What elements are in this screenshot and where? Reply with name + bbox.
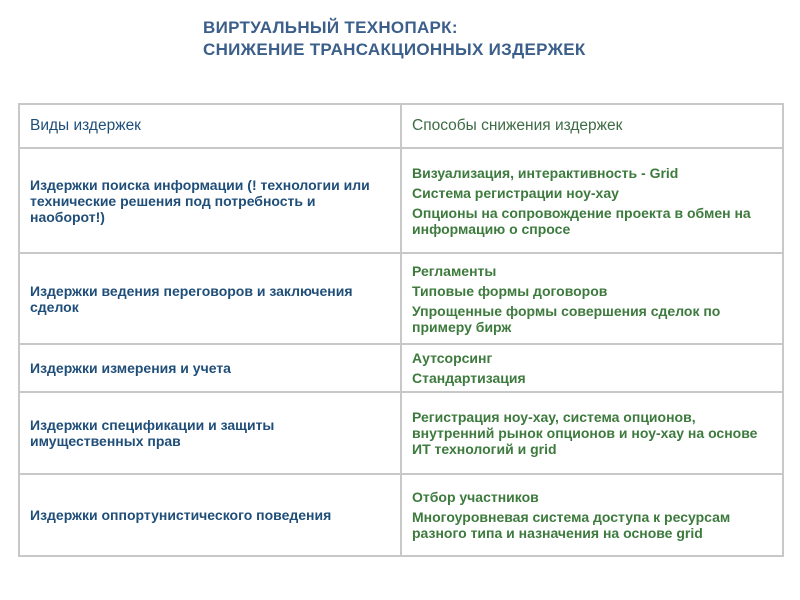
table-row bbox=[19, 253, 783, 344]
methods-cell bbox=[401, 474, 783, 556]
method-item: Упрощенные формы совершения сделок по примеру бирж bbox=[412, 302, 721, 335]
methods-cell bbox=[401, 392, 783, 474]
table-header-row bbox=[19, 104, 783, 148]
table-row bbox=[19, 392, 783, 474]
methods-cell bbox=[401, 253, 783, 344]
method-item: Визуализация, интерактивность - Grid bbox=[412, 164, 679, 181]
header-reduction-methods: Способы снижения издержек bbox=[401, 104, 783, 148]
cost-type-text: Издержки оппортунистического поведения bbox=[30, 507, 332, 523]
title-line-1: ВИРТУАЛЬНЫЙ ТЕХНОПАРК: bbox=[203, 18, 458, 37]
title-line-2: СНИЖЕНИЕ ТРАНСАКЦИОННЫХ ИЗДЕРЖЕК bbox=[203, 40, 586, 59]
table-row bbox=[19, 474, 783, 556]
method-item: Система регистрации ноу-хау bbox=[412, 184, 619, 201]
method-item: Регистрация ноу-хау, система опционов, внутренний рынок опционов и ноу-хау на основе ИТ технологий и grid bbox=[412, 409, 758, 457]
table-row bbox=[19, 148, 783, 253]
cost-type-cell bbox=[19, 148, 401, 253]
method-item: Типовые формы договоров bbox=[412, 282, 608, 299]
method-item: Отбор участников bbox=[412, 489, 539, 505]
method-item: Регламенты bbox=[412, 262, 497, 279]
header-cost-types: Виды издержек bbox=[19, 104, 401, 148]
cost-type-text: Издержки поиска информации (! технологии или технические решения под потребность и наоборот!) bbox=[30, 176, 370, 225]
cost-type-cell bbox=[19, 474, 401, 556]
cost-type-text: Издержки спецификации и защиты имущественных прав bbox=[30, 417, 275, 449]
method-item: Стандартизация bbox=[412, 370, 526, 386]
cost-type-text: Издержки ведения переговоров и заключения сделок bbox=[30, 282, 353, 315]
method-item: Опционы на сопровождение проекта в обмен на информацию о спросе bbox=[412, 204, 751, 237]
methods-cell bbox=[401, 344, 783, 392]
table-row bbox=[19, 344, 783, 392]
cost-type-cell bbox=[19, 253, 401, 344]
costs-table bbox=[18, 103, 784, 557]
cost-type-cell bbox=[19, 344, 401, 392]
method-item: Аутсорсинг bbox=[412, 350, 493, 366]
method-item: Многоуровневая система доступа к ресурсам разного типа и назначения на основе grid bbox=[412, 509, 731, 541]
methods-cell bbox=[401, 148, 783, 253]
cost-type-text: Издержки измерения и учета bbox=[30, 360, 231, 376]
cost-type-cell bbox=[19, 392, 401, 474]
page-title bbox=[203, 17, 586, 61]
